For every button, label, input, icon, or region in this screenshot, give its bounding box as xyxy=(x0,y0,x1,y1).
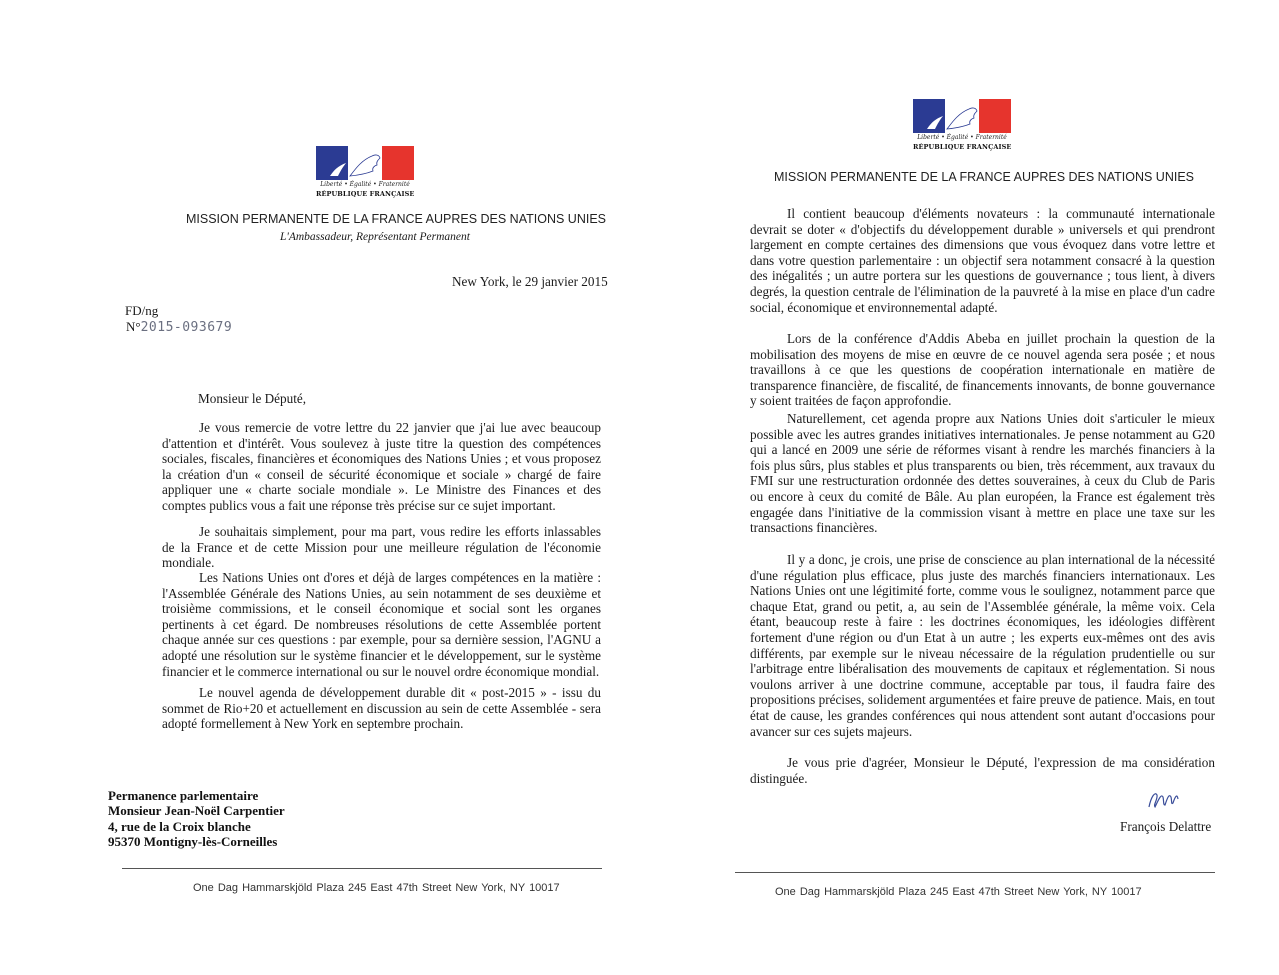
logo-motto: Liberté • Égalité • Fraternité xyxy=(917,134,1007,141)
letter-date: New York, le 29 janvier 2015 xyxy=(452,274,608,289)
mission-header: MISSION PERMANENTE DE LA FRANCE AUPRES DES NATIONS UNIES xyxy=(774,170,1194,184)
body-paragraph: Je vous remercie de votre lettre du 22 janvier que j'ai lue avec beaucoup d'attention et d'intérêt. Vous soulevez à juste titre la question des compétences sociales, fiscales, financières et économiques des Nations Unies ; et vous proposez la création d'un « conseil de sécurité économique et sociale » chargé de faire appliquer une « charte sociale mondiale ». Le Ministre des Finances et des comptes publics vous a fait une réponse très précise sur ce sujet important. xyxy=(162,420,601,513)
address-line: Permanence parlementaire xyxy=(108,788,259,803)
reference-number xyxy=(126,318,232,336)
logo-republic: RÉPUBLIQUE FRANÇAISE xyxy=(913,143,1012,151)
ambassador-title: L'Ambassadeur, Représentant Permanent xyxy=(280,231,470,243)
address-line: 95370 Montigny-lès-Corneilles xyxy=(108,834,278,850)
letter-page-1 xyxy=(100,100,640,900)
body-paragraph: Il contient beaucoup d'éléments novateurs : la communauté internationale devrait se doter « d'objectifs du développement durable » universels et qui prendront largement en compte certaines des dimensions que vous évoquez dans votre lettre et dans votre question parlementaire : un objectif sera notamment consacré à la question des inégalités ; un autre portera sur les questions de gouvernance ; tous lient, à divers degrés, la question centrale de l'élimination de la pauvreté à la mise en place d'un cadre social, économique et environnemental adapté. xyxy=(750,206,1215,315)
number-prefix: N° xyxy=(126,319,141,334)
footer-rule xyxy=(735,872,1215,873)
handwritten-number: 2015-093679 xyxy=(140,320,233,335)
reference-code: FD/ng xyxy=(125,303,159,318)
tricolor-flag-icon xyxy=(316,146,414,180)
body-paragraph: Le nouvel agenda de développement durable dit « post-2015 » - issu du sommet de Rio+20 et actuellement en discussion au sein de cette Assemblée - sera adopté formellement à New York en septembre prochain. xyxy=(162,685,601,732)
address-line: Monsieur Jean-Noël Carpentier xyxy=(108,803,285,819)
footer-rule xyxy=(122,868,602,869)
mission-header: MISSION PERMANENTE DE LA FRANCE AUPRES DES NATIONS UNIES xyxy=(186,212,606,226)
body-paragraph: Je souhaitais simplement, pour ma part, vous redire les efforts inlassables de la France et de cette Mission pour une meilleure régulation de l'économie mondiale. xyxy=(162,524,601,571)
body-paragraph: Naturellement, cet agenda propre aux Nations Unies doit s'articuler le mieux possible avec les autres grandes initiatives internationales. Je pense notamment au G20 qui a lancé en 2009 une série de réformes visant à rendre les marchés financiers à la fois plus sûrs, plus stables et plus transparents ou bien, très récemment, aux travaux du FMI sur une restructuration ordonnée des dettes souveraines, à ceux du Club de Paris ou encore à ceux du comité de Bâle. Au plan européen, la France est également très engagée dans l'initiative de la commission visant à mettre en place une taxe sur les transactions financières. xyxy=(750,411,1215,536)
recipient-address xyxy=(108,788,285,850)
logo-motto: Liberté • Égalité • Fraternité xyxy=(320,181,410,188)
handwritten-signature xyxy=(1145,787,1185,818)
body-paragraph: Il y a donc, je crois, une prise de conscience au plan international de la nécessité d'une régulation plus efficace, plus juste des marchés financiers internationaux. Les Nations Unies ont une légitimité forte, comme vous le soulignez, notamment parce que chaque Etat, grand ou petit, a, au sein de l'Assemblée générale, la même voix. Cela étant, beaucoup reste à faire : les doctrines économiques, les idéologies diffèrent fortement d'une région ou d'un Etat à un autre ; les experts eux-mêmes ont des avis différents, par exemple sur le niveau nécessaire de la régulation prudentielle ou sur l'arbitrage entre libéralisation des mouvements de capitaux et réglementation. Si nous voulons arriver à une doctrine commune, acceptable par tous, il faudra faire des propositions précises, solidement argumentées et faire preuve de patience. Mais, en tout état de cause, les grandes conférences qui nous attendent sont autant d'occasions pour avancer sur ces sujets majeurs. xyxy=(750,552,1215,739)
footer-address: One Dag Hammarskjöld Plaza 245 East 47th Street New York, NY 10017 xyxy=(193,882,560,894)
body-paragraph: Je vous prie d'agréer, Monsieur le Député, l'expression de ma considération distinguée. xyxy=(750,755,1215,786)
salutation: Monsieur le Député, xyxy=(198,391,307,406)
tricolor-flag-icon xyxy=(913,99,1011,133)
address-line: 4, rue de la Croix blanche xyxy=(108,818,251,834)
footer-address: One Dag Hammarskjöld Plaza 245 East 47th Street New York, NY 10017 xyxy=(775,886,1142,898)
signatory-name: François Delattre xyxy=(1120,819,1212,834)
body-paragraph: Lors de la conférence d'Addis Abeba en juillet prochain la question de la mobilisation des moyens de mise en œuvre de ce nouvel agenda sera posée ; et nous travaillons à ce que les questions de coopération internationale en matière de transparence financière, de fiscalité, de financements innovants, de bonne gouvernance y soient traitées de façon approfondie. xyxy=(750,331,1215,409)
body-paragraph: Les Nations Unies ont d'ores et déjà de larges compétences en la matière : l'Assemblée Générale des Nations Unies, au sein notamment de ses deuxième et troisième commissions, et le conseil économique et social sont les organes pertinents à cet égard. De nombreuses résolutions de cette Assemblée portent chaque année sur ces questions : par exemple, pour sa dernière session, l'AGNU a adopté une résolution sur le système financier et le développement, sur le système financier et le commerce international ou sur le nouvel ordre économique mondial. xyxy=(162,570,601,679)
logo-republic: RÉPUBLIQUE FRANÇAISE xyxy=(316,190,415,198)
letter-page-2 xyxy=(735,75,1225,915)
